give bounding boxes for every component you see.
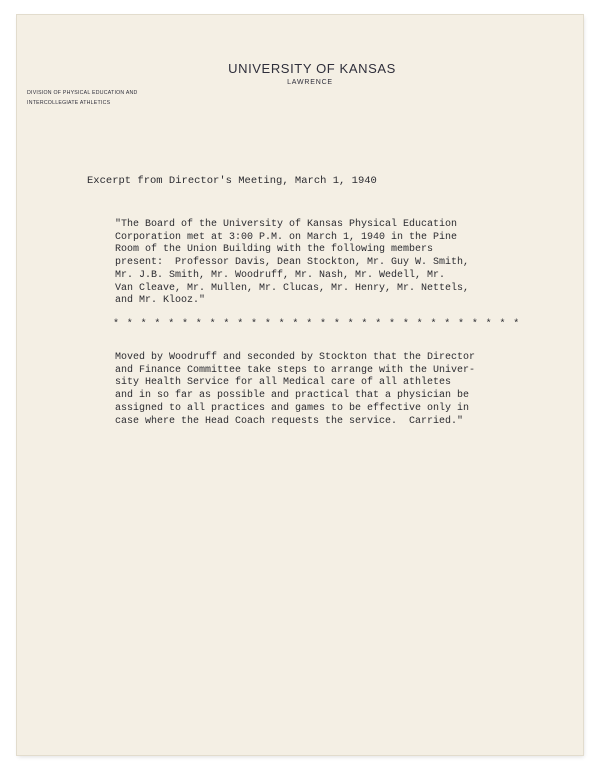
division-line-2: INTERCOLLEGIATE ATHLETICS [27,100,111,106]
letterhead-division [27,88,138,108]
asterisk-separator: * * * * * * * * * * * * * * * * * * * * * * * * * * * * * * [113,319,521,330]
paper-page [17,15,583,755]
meeting-paragraph: "The Board of the University of Kansas Physical Education Corporation met at 3:00 P.M. on March 1, 1940 in the Pine Room of the Union Building with the following members present: Professor Davis, Dean Stockton, Mr. Guy W. Smith, Mr. J.B. Smith, Mr. Woodruff, Mr. Nash, Mr. Wedell, Mr. Van Cleave, Mr. Mullen, Mr. Clucas, Mr. Henry, Mr. Nettels, and Mr. Klooz." [115,219,470,307]
document-heading: Excerpt from Director's Meeting, March 1, 1940 [87,175,377,187]
letterhead-location: LAWRENCE [287,79,333,86]
division-line-1: DIVISION OF PHYSICAL EDUCATION AND [27,90,138,96]
motion-paragraph: Moved by Woodruff and seconded by Stockton that the Director and Finance Committee take steps to arrange with the Univer- sity Health Service for all Medical care of all athletes and in so far as possible and practical that a physician be assigned to all practices and games to be effective only in case where the Head Coach requests the service. Carried." [115,352,476,427]
letterhead-institution: UNIVERSITY OF KANSAS [228,61,396,76]
